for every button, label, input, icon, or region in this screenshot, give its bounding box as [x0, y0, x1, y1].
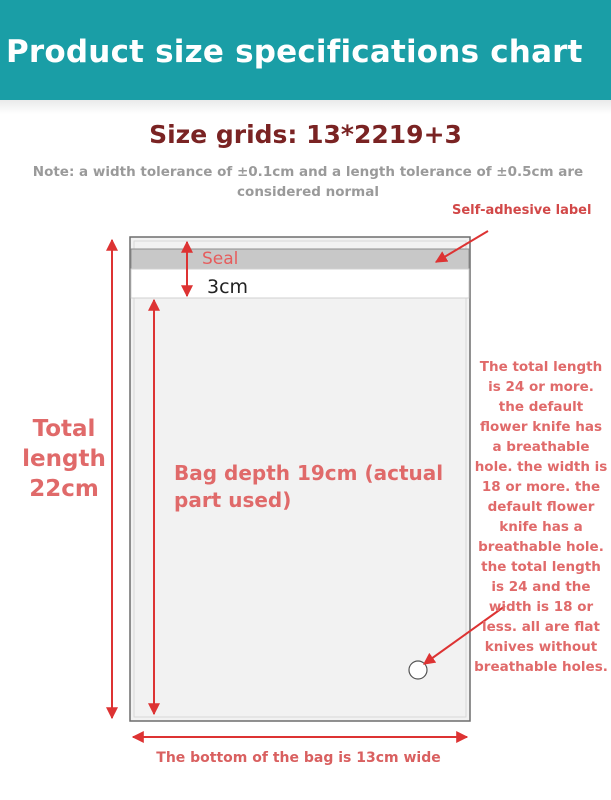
- seal-size-label: 3cm: [207, 276, 249, 298]
- bag-depth-label: Bag depth 19cm (actual part used): [174, 461, 444, 512]
- self-adhesive-label: Self-adhesive label: [452, 203, 592, 218]
- page-title: Product size specifications chart: [6, 34, 583, 70]
- total-length-label: Total length 22cm: [22, 416, 106, 502]
- seal-flap: [131, 269, 469, 298]
- adhesive-strip: [131, 249, 469, 269]
- tolerance-note: Note: a width tolerance of ±0.1cm and a length tolerance of ±0.5cm are considered normal: [32, 164, 584, 200]
- size-grids-title: Size grids: 13*2219+3: [149, 120, 462, 149]
- knife-note: The total length is 24 or more. the default flower knife has a breathable hole. the width is 18 or more. the default flower knife has a breathable hole. the total length is 24 and the width is 18 or less. all are flat knives without breathable holes.: [474, 359, 608, 675]
- seal-label: Seal: [202, 249, 239, 269]
- bottom-width-label: The bottom of the bag is 13cm wide: [156, 750, 441, 766]
